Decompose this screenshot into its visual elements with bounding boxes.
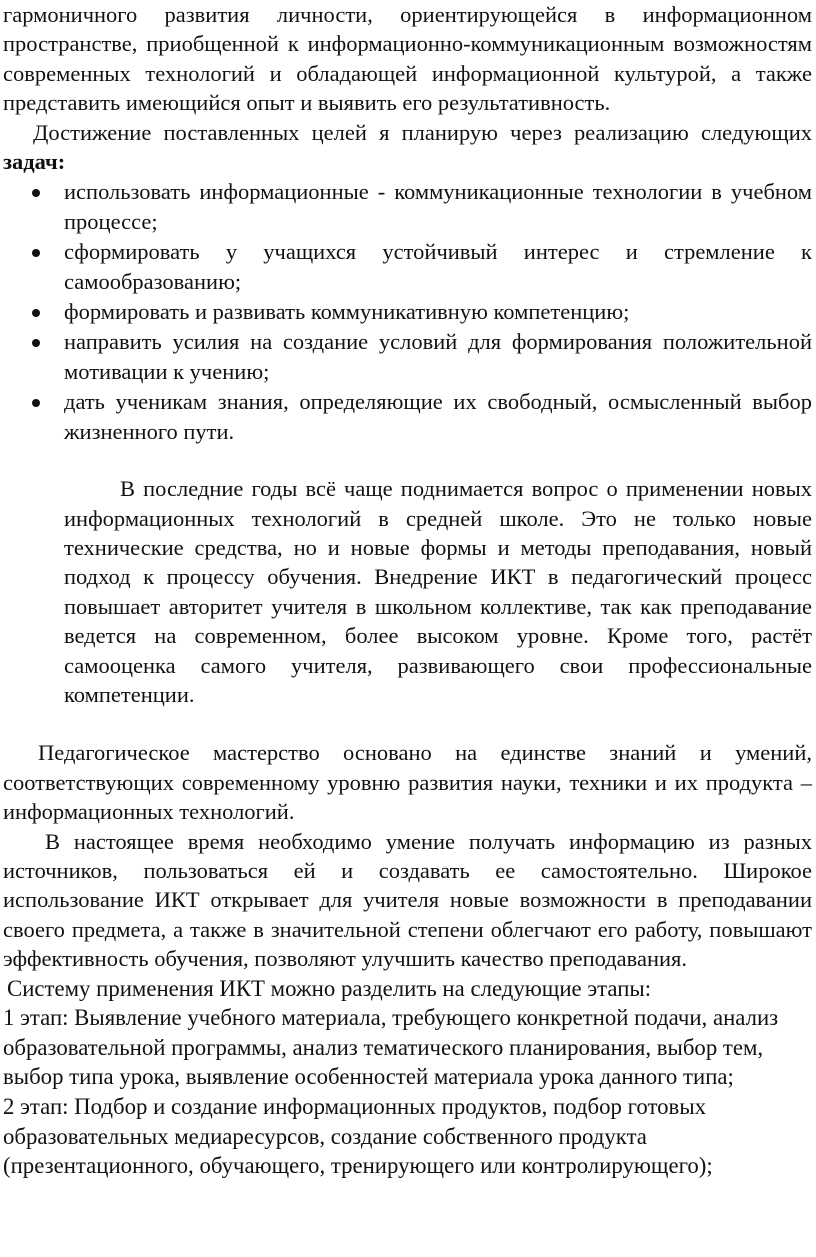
stages-intro: Систему применения ИКТ можно разделить на следующие этапы: xyxy=(7,975,652,1001)
list-item-text: направить усилия на создание условий для формирования положительной мотивации к учению; xyxy=(64,329,812,384)
mastery-paragraph: Педагогическое мастерство основано на единстве знаний и умений, соответствующих современному уровню развития науки, техники и их продукта – информационных технологий. xyxy=(3,740,812,825)
list-item xyxy=(3,297,812,326)
stages-block xyxy=(3,974,812,1181)
tasks-intro-paragraph xyxy=(3,118,812,177)
list-item xyxy=(3,237,812,296)
tasks-intro-bold: задач: xyxy=(3,149,66,175)
list-item xyxy=(3,177,812,236)
bullet-icon xyxy=(32,249,40,257)
list-item-text: дать ученикам знания, определяющие их свободный, осмысленный выбор жизненного пути. xyxy=(64,389,812,444)
list-item-text: формировать и развивать коммуникативную компетенцию; xyxy=(64,299,630,325)
list-item xyxy=(3,327,812,386)
list-item xyxy=(3,387,812,446)
tasks-intro-text: Достижение поставленных целей я планирую через реализацию следующих xyxy=(33,119,812,145)
bullet-icon xyxy=(32,339,40,347)
bullet-icon xyxy=(32,189,40,197)
list-item-text: сформировать у учащихся устойчивый интерес и стремление к самообразованию; xyxy=(64,239,812,294)
stage-item: 2 этап: Подбор и создание информационных продуктов, подбор готовых образовательных медиаресурсов, создание собственного продукта (презентационного, обучающего, тренирующего или контролирующего); xyxy=(3,1093,713,1179)
bullet-icon xyxy=(32,399,40,407)
bullet-icon xyxy=(32,309,40,317)
tasks-list xyxy=(3,177,812,446)
ict-paragraph: В последние годы всё чаще поднимается вопрос о применении новых информационных технологий в средней школе. Это не только новые технические средства, но и новые формы и методы преподавания, новый подход к процессу обучения. Внедрение ИКТ в педагогический процесс повышает авторитет учителя в школьном коллективе, так как преподавание ведется на современном, более высоком уровне. Кроме того, растёт самооценка самого учителя, развивающего свои профессиональные компетенции. xyxy=(64,476,812,707)
present-paragraph: В настоящее время необходимо умение получать информацию из разных источников, пользоваться ей и создавать ее самостоятельно. Широкое использование ИКТ открывает для учителя новые возможности в преподавании своего предмета, а также в значительной степени облегчают его работу, повышают эффективность обучения, позволяют улучшить качество преподавания. xyxy=(3,828,812,972)
ict-block xyxy=(64,474,812,709)
stage-item: 1 этап: Выявление учебного материала, требующего конкретной подачи, анализ образовательной программы, анализ тематического планирования, выбор тем, выбор типа урока, выявление особенностей материала урока данного типа; xyxy=(3,1005,779,1090)
list-item-text: использовать информационные - коммуникационные технологии в учебном процессе; xyxy=(64,179,812,234)
intro-paragraph: гармоничного развития личности, ориентирующейся в информационном пространстве, приобщенной к информационно-коммуникационным возможностям современных технологий и обладающей информационной культурой, а также представить имеющийся опыт и выявить его результативность. xyxy=(3,2,812,116)
